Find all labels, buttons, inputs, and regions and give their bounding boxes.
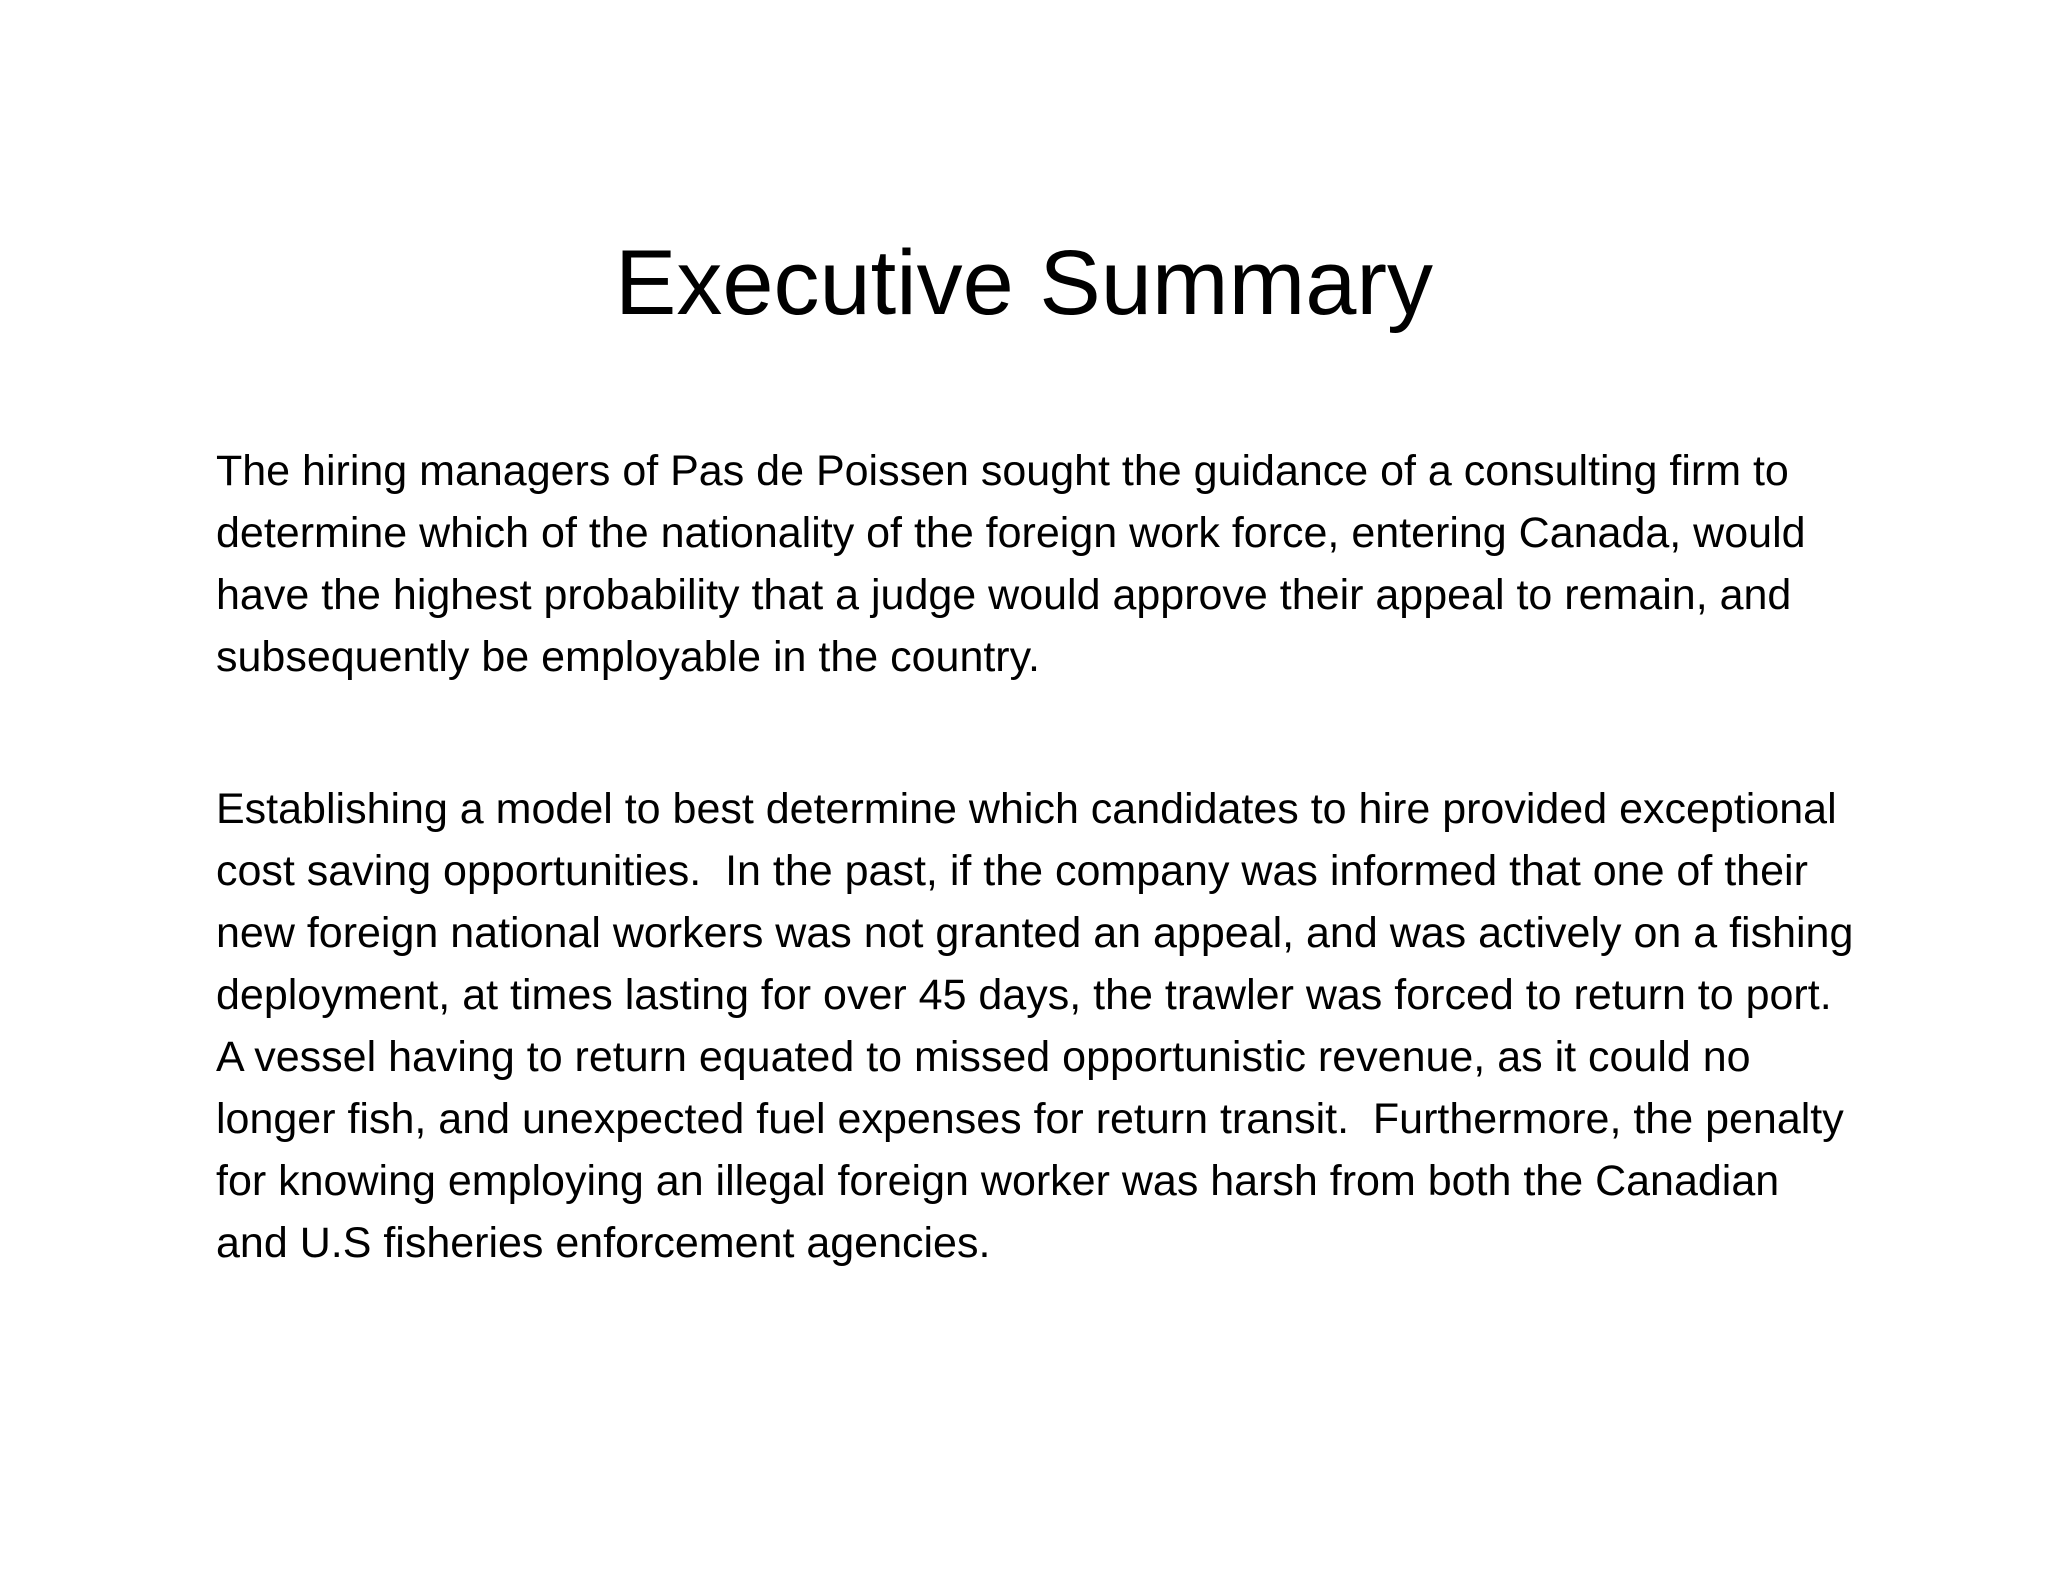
paragraph-overview: The hiring managers of Pas de Poissen sought the guidance of a consulting firm to determine which of the nationality of the foreign work force, entering Canada, would have the highest probability that a judge would approve their appeal to remain, and subsequently be employable in the country. bbox=[216, 447, 1818, 681]
slide-body bbox=[216, 440, 1866, 1274]
slide-title: Executive Summary bbox=[614, 232, 1434, 334]
paragraph-cost-savings: Establishing a model to best determine which candidates to hire provided exceptional cost saving opportunities. In the past, if the company was informed that one of their new foreign national workers was not granted an appeal, and was actively on a fishing deployment, at times lasting for over 45 days, the trawler was forced to return to port. A vessel having to return equated to missed opportunistic revenue, as it could no longer fish, and unexpected fuel expenses for return transit. Furthermore, the penalty for knowing employing an illegal foreign worker was harsh from both the Canadian and U.S fisheries enforcement agencies. bbox=[216, 785, 1866, 1267]
